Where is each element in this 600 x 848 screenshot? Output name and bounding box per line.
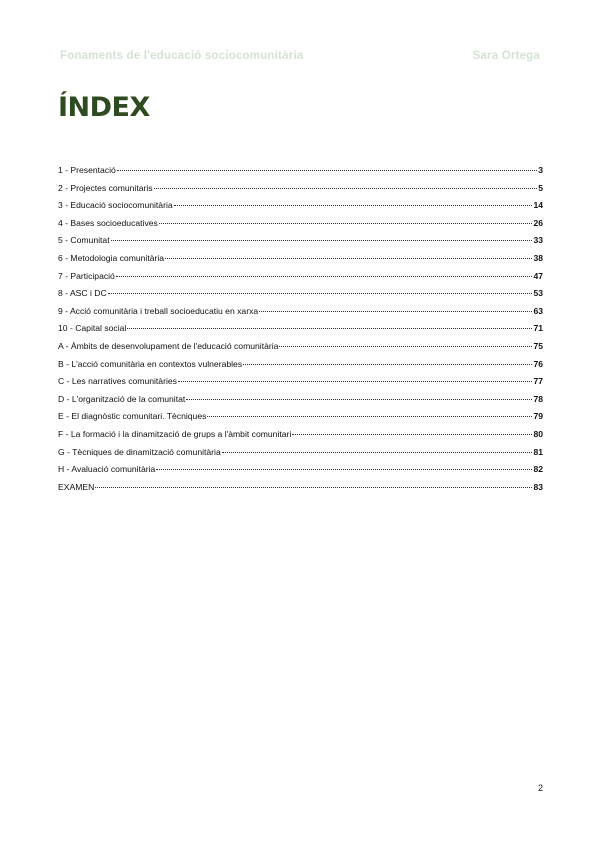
toc-dot-leader <box>117 170 537 171</box>
header-course-title: Fonaments de l'educació sociocomunitària <box>60 50 304 62</box>
toc-entry-label: 10 - Capital social <box>58 323 127 334</box>
toc-entry[interactable] <box>58 447 543 465</box>
toc-entry-label: H - Avaluació comunitària <box>58 464 156 475</box>
toc-entry[interactable] <box>58 271 543 289</box>
table-of-contents <box>58 165 543 499</box>
toc-dot-leader <box>279 346 532 347</box>
page-number: 2 <box>537 783 543 793</box>
toc-dot-leader <box>108 293 533 294</box>
toc-entry-page: 38 <box>533 252 543 263</box>
toc-entry-page: 53 <box>533 288 543 299</box>
toc-entry-label: EXAMEN <box>58 481 95 492</box>
toc-entry-label: 2 - Projectes comunitaris <box>58 182 153 193</box>
toc-dot-leader <box>207 416 532 417</box>
toc-entry[interactable] <box>58 218 543 236</box>
toc-entry[interactable] <box>58 323 543 341</box>
toc-entry-page: 71 <box>533 323 543 334</box>
toc-dot-leader <box>222 452 533 453</box>
toc-entry-page: 83 <box>533 481 543 492</box>
toc-entry-page: 80 <box>533 428 543 439</box>
toc-entry-page: 33 <box>533 235 543 246</box>
toc-dot-leader <box>116 276 533 277</box>
toc-entry-label: A - Àmbits de desenvolupament de l'educació comunitària <box>58 340 279 351</box>
toc-entry-page: 5 <box>538 182 543 193</box>
toc-entry-label: G - Tècniques de dinamització comunitària <box>58 446 221 457</box>
toc-entry[interactable] <box>58 165 543 183</box>
toc-entry[interactable] <box>58 359 543 377</box>
toc-entry-page: 63 <box>533 305 543 316</box>
toc-entry[interactable] <box>58 429 543 447</box>
running-header <box>60 50 540 62</box>
toc-dot-leader <box>259 311 532 312</box>
toc-entry-label: 7 - Participació <box>58 270 115 281</box>
toc-entry[interactable] <box>58 235 543 253</box>
toc-entry[interactable] <box>58 376 543 394</box>
index-title: ÍNDEX <box>58 92 150 123</box>
toc-entry[interactable] <box>58 464 543 482</box>
toc-entry-page: 82 <box>533 464 543 475</box>
toc-dot-leader <box>111 240 533 241</box>
toc-entry-label: 6 - Metodologia comunitària <box>58 252 165 263</box>
toc-entry-page: 3 <box>538 165 543 175</box>
toc-dot-leader <box>159 223 533 224</box>
toc-entry[interactable] <box>58 306 543 324</box>
toc-entry-page: 26 <box>533 217 543 228</box>
toc-entry-label: 4 - Bases socioeducatives <box>58 217 158 228</box>
toc-entry-label: E - El diagnòstic comunitari. Tècniques <box>58 411 207 422</box>
toc-entry[interactable] <box>58 200 543 218</box>
toc-dot-leader <box>127 328 532 329</box>
header-author: Sara Ortega <box>472 50 540 62</box>
toc-entry[interactable] <box>58 183 543 201</box>
toc-dot-leader <box>186 399 532 400</box>
toc-entry-page: 76 <box>533 358 543 369</box>
toc-entry-page: 14 <box>533 200 543 211</box>
toc-entry-label: 8 - ASC i DC <box>58 288 107 299</box>
toc-dot-leader <box>156 469 532 470</box>
toc-entry-label: D - L'organització de la comunitat <box>58 393 186 404</box>
toc-dot-leader <box>243 364 532 365</box>
toc-entry[interactable] <box>58 288 543 306</box>
toc-entry[interactable] <box>58 394 543 412</box>
toc-dot-leader <box>154 188 538 189</box>
toc-entry-label: 9 - Acció comunitària i treball socioeducatiu en xarxa <box>58 305 259 316</box>
toc-dot-leader <box>95 487 532 488</box>
toc-dot-leader <box>178 381 533 382</box>
toc-entry-label: B - L'acció comunitària en contextos vulnerables <box>58 358 243 369</box>
toc-entry-page: 77 <box>533 376 543 387</box>
toc-entry[interactable] <box>58 411 543 429</box>
toc-entry[interactable] <box>58 341 543 359</box>
toc-dot-leader <box>174 205 533 206</box>
toc-entry-label: 3 - Educació sociocomunitària <box>58 200 173 211</box>
toc-dot-leader <box>165 258 532 259</box>
toc-entry[interactable] <box>58 482 543 500</box>
toc-entry-label: F - La formació i la dinamització de grups a l'àmbit comunitari <box>58 428 292 439</box>
toc-entry-label: 1 - Presentació <box>58 165 116 175</box>
toc-dot-leader <box>292 434 532 435</box>
toc-entry-page: 78 <box>533 393 543 404</box>
toc-entry-page: 47 <box>533 270 543 281</box>
toc-entry-label: 5 - Comunitat <box>58 235 110 246</box>
toc-entry-page: 75 <box>533 340 543 351</box>
toc-entry-page: 81 <box>533 446 543 457</box>
toc-entry[interactable] <box>58 253 543 271</box>
toc-entry-page: 79 <box>533 411 543 422</box>
toc-entry-label: C - Les narratives comunitàries <box>58 376 177 387</box>
